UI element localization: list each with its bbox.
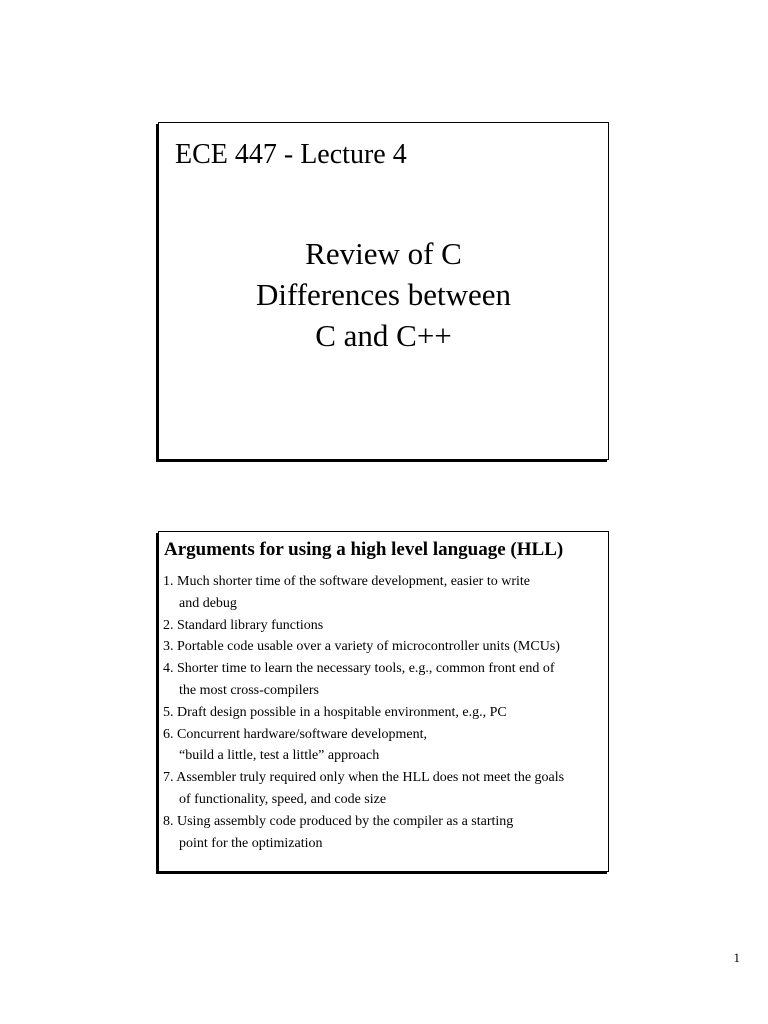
list-item: 3. Portable code usable over a variety of microcontroller units (MCUs) bbox=[163, 639, 560, 655]
list-item-continuation: the most cross-compilers bbox=[179, 682, 319, 698]
list-item-continuation: and debug bbox=[179, 595, 237, 611]
title-line: Differences between bbox=[255, 277, 512, 312]
arguments-list bbox=[163, 571, 603, 854]
list-item: 2. Standard library functions bbox=[163, 617, 324, 633]
slide-heading: Arguments for using a high level language (HLL) bbox=[164, 539, 564, 560]
lecture-label: ECE 447 - Lecture 4 bbox=[175, 139, 407, 170]
list-item-continuation: of functionality, speed, and code size bbox=[179, 791, 387, 807]
main-title bbox=[159, 233, 608, 356]
slide-arguments bbox=[158, 531, 609, 872]
list-item: 8. Using assembly code produced by the compiler as a starting bbox=[163, 813, 514, 829]
list-item-continuation: point for the optimization bbox=[179, 835, 323, 851]
list-item: 5. Draft design possible in a hospitable environment, e.g., PC bbox=[163, 704, 507, 720]
list-item: 4. Shorter time to learn the necessary tools, e.g., common front end of bbox=[163, 661, 555, 677]
list-item-continuation: “build a little, test a little” approach bbox=[179, 748, 380, 764]
list-item: 6. Concurrent hardware/software development, bbox=[163, 726, 427, 742]
title-line: C and C++ bbox=[315, 318, 452, 353]
list-item: 7. Assembler truly required only when the HLL does not meet the goals bbox=[163, 770, 565, 786]
page-number: 1 bbox=[733, 950, 740, 965]
slide-title bbox=[158, 122, 609, 460]
title-line: Review of C bbox=[305, 236, 462, 271]
list-item: 1. Much shorter time of the software development, easier to write bbox=[163, 574, 530, 589]
